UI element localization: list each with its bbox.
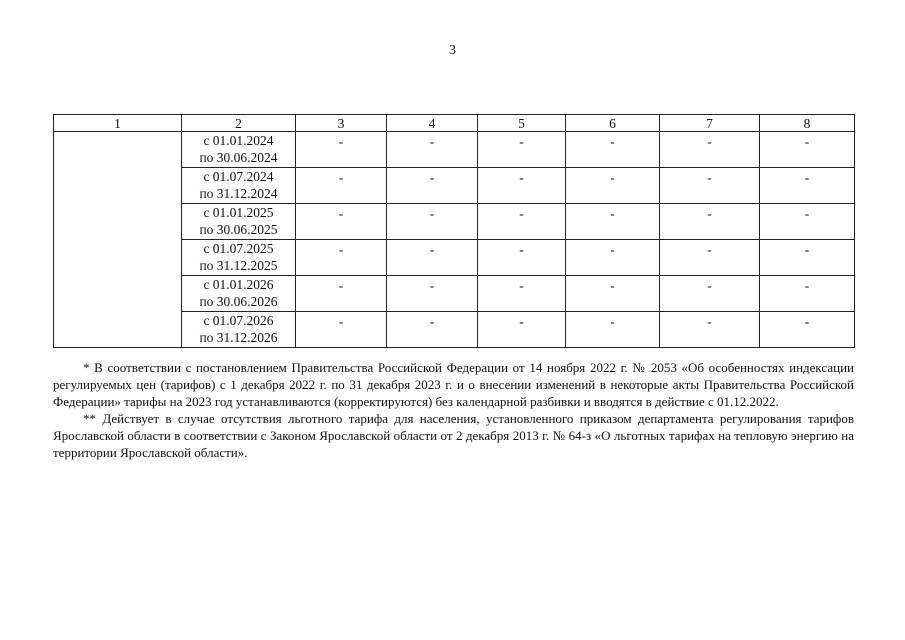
period-cell (182, 276, 296, 312)
value-cell: - (566, 312, 660, 348)
period-to: по 30.06.2024 (199, 150, 278, 165)
period-cell (182, 240, 296, 276)
period-to: по 31.12.2024 (199, 186, 278, 201)
footnotes (53, 359, 854, 461)
table-row (54, 132, 855, 168)
value-cell: - (387, 204, 478, 240)
merged-empty-cell (54, 132, 182, 348)
period-from: с 01.01.2025 (203, 205, 274, 220)
value-cell: - (478, 276, 566, 312)
value-cell: - (660, 168, 760, 204)
value-cell: - (296, 276, 387, 312)
value-cell: - (660, 240, 760, 276)
value-cell: - (566, 132, 660, 168)
value-cell: - (478, 312, 566, 348)
value-cell: - (478, 240, 566, 276)
column-header: 4 (387, 115, 478, 132)
value-cell: - (387, 132, 478, 168)
tariff-table (53, 114, 855, 348)
value-cell: - (760, 312, 855, 348)
value-cell: - (660, 276, 760, 312)
column-header: 1 (54, 115, 182, 132)
value-cell: - (296, 312, 387, 348)
value-cell: - (296, 204, 387, 240)
column-header: 7 (660, 115, 760, 132)
value-cell: - (660, 312, 760, 348)
value-cell: - (760, 168, 855, 204)
page-number: 3 (449, 43, 456, 58)
column-header: 5 (478, 115, 566, 132)
footnote-2: ** Действует в случае отсутствия льготного тарифа для населения, установленного приказом департамента регулирования тарифов Ярославской области в соответствии с Законом Ярославской области от 2 декабря 2013 г. № 64-з «О льготных тарифах на тепловую энергию на территории Ярославской области». (53, 411, 854, 460)
value-cell: - (478, 204, 566, 240)
period-to: по 31.12.2026 (199, 330, 278, 345)
table-header-row (54, 115, 855, 132)
value-cell: - (566, 204, 660, 240)
value-cell: - (296, 132, 387, 168)
period-cell (182, 312, 296, 348)
value-cell: - (566, 168, 660, 204)
period-cell (182, 204, 296, 240)
value-cell: - (566, 240, 660, 276)
value-cell: - (478, 132, 566, 168)
value-cell: - (296, 168, 387, 204)
value-cell: - (760, 276, 855, 312)
period-to: по 30.06.2026 (199, 294, 278, 309)
value-cell: - (760, 132, 855, 168)
footnote-1: * В соответствии с постановлением Правительства Российской Федерации от 14 ноября 2022 г. № 2053 «Об особенностях индексации регулируемых цен (тарифов) с 1 декабря 2022 г. по 31 декабря 2023 г. и о внесении изменений в некоторые акты Правительства Российской Федерации» тарифы на 2023 год устанавливаются (корректируются) без календарной разбивки и вводятся в действие с 01.12.2022. (53, 360, 854, 409)
column-header: 2 (182, 115, 296, 132)
value-cell: - (296, 240, 387, 276)
period-from: с 01.07.2026 (203, 313, 274, 328)
period-to: по 30.06.2025 (199, 222, 278, 237)
column-header: 6 (566, 115, 660, 132)
value-cell: - (387, 276, 478, 312)
column-header: 3 (296, 115, 387, 132)
period-from: с 01.01.2024 (203, 133, 274, 148)
value-cell: - (660, 204, 760, 240)
period-cell (182, 132, 296, 168)
value-cell: - (566, 276, 660, 312)
value-cell: - (387, 240, 478, 276)
value-cell: - (660, 132, 760, 168)
period-cell (182, 168, 296, 204)
value-cell: - (387, 312, 478, 348)
period-from: с 01.07.2024 (203, 169, 274, 184)
value-cell: - (760, 204, 855, 240)
period-from: с 01.01.2026 (203, 277, 274, 292)
value-cell: - (387, 168, 478, 204)
value-cell: - (478, 168, 566, 204)
column-header: 8 (760, 115, 855, 132)
period-to: по 31.12.2025 (199, 258, 278, 273)
value-cell: - (760, 240, 855, 276)
period-from: с 01.07.2025 (203, 241, 274, 256)
